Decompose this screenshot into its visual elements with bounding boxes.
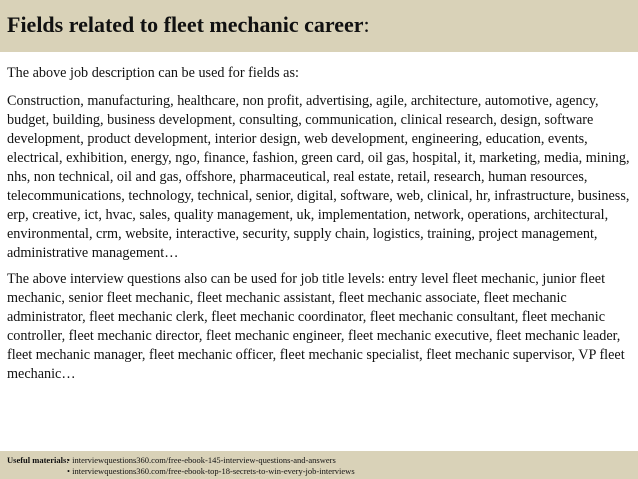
useful-materials bbox=[7, 455, 638, 477]
footer-link-ebook-top-18[interactable]: • interviewquestions360.com/free-ebook-top-18-secrets-to-win-every-job-interviews bbox=[67, 466, 355, 476]
footer-link-ebook-145[interactable]: • interviewquestions360.com/free-ebook-145-interview-questions-and-answers bbox=[67, 455, 336, 465]
slide-title-colon: : bbox=[363, 12, 370, 37]
useful-materials-label: Useful materials: bbox=[7, 455, 70, 465]
job-levels-paragraph: The above interview questions also can be used for job title levels: entry level fleet mechanic, junior fleet mechanic, senior fleet mechanic, fleet mechanic assistant, fleet mechanic associate, fleet mechanic administrator, fleet mechanic clerk, fleet mechanic coordinator, fleet mechanic consultant, fleet mechanic controller, fleet mechanic director, fleet mechanic engineer, fleet mechanic executive, fleet mechanic leader, fleet mechanic manager, fleet mechanic officer, fleet mechanic specialist, fleet mechanic supervisor, VP fleet mechanic… bbox=[7, 271, 625, 382]
slide-title-text: Fields related to fleet mechanic career bbox=[7, 12, 364, 37]
useful-materials-links bbox=[67, 455, 355, 477]
slide-header bbox=[0, 0, 638, 52]
fields-paragraph: Construction, manufacturing, healthcare, non profit, advertising, agile, architecture, automotive, agency, budget, building, business development, consulting, communication, clinical research, design, software development, product development, interior design, web development, engineering, education, events, electrical, exhibition, energy, ngo, finance, fashion, green card, oil gas, hospital, it, marketing, media, mining, nhs, non technical, oil and gas, offshore, pharmaceutical, real estate, retail, research, human resources, telecommunications, technology, technical, senior, digital, software, web, clinical, hr, infrastructure, business, erp, creative, ict, hvac, sales, quality management, uk, implementation, network, operations, architectural, environmental, crm, website, interactive, security, supply chain, logistics, training, project management, administrative management… bbox=[7, 93, 630, 261]
intro-paragraph: The above job description can be used for fields as: bbox=[7, 65, 299, 81]
slide-content bbox=[7, 64, 633, 391]
slide-title bbox=[7, 12, 638, 38]
slide-footer bbox=[0, 451, 638, 479]
